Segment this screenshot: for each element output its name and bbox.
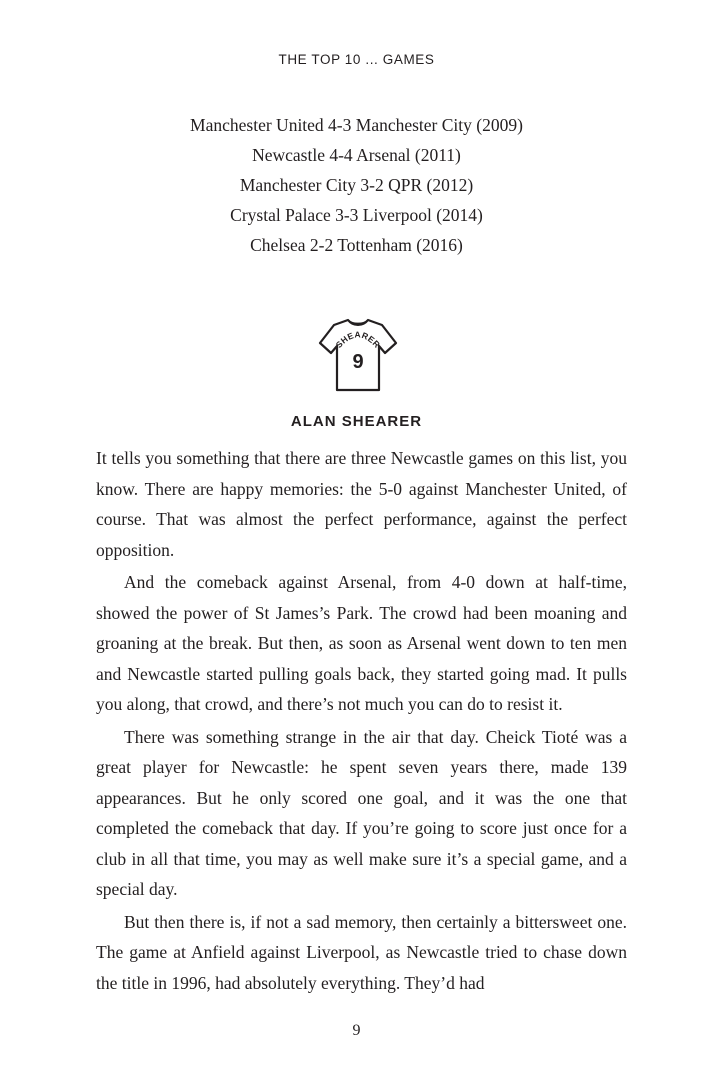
author-name: ALAN SHEARER — [290, 413, 423, 430]
shirt-name: SHEARER — [333, 329, 383, 350]
games-list-item: Crystal Palace 3-3 Liverpool (2014) — [230, 205, 483, 225]
paragraph: It tells you something that there are three Newcastle games on this list, you know. There are happy memories: the 5-0 against Manchester United, of course. That was almost the perfect performance, against the perfect opposition. — [96, 448, 627, 560]
games-list — [0, 110, 713, 260]
paragraph: And the comeback against Arsenal, from 4-0 down at half-time, showed the power of St James’s Park. The crowd had been moaning and groaning at the break. But then, as soon as Arsenal went down to ten men and Newcastle started pulling goals back, they started going mad. It pulls you along, that crowd, and there’s not much you can do to resist it. — [96, 572, 627, 714]
games-list-item: Manchester City 3-2 QPR (2012) — [239, 175, 474, 195]
games-list-item: Newcastle 4-4 Arsenal (2011) — [252, 145, 461, 165]
paragraph: But then there is, if not a sad memory, then certainly a bittersweet one. The game at Anfield against Liverpool, as Newcastle tried to chase down the title in 1996, had absolutely everything. They’d had — [96, 911, 627, 993]
football-shirt-icon — [316, 312, 400, 396]
shirt-number: 9 — [352, 351, 364, 373]
running-head: THE TOP 10 ... GAMES — [278, 52, 435, 67]
games-list-item: Chelsea 2-2 Tottenham (2016) — [250, 235, 463, 255]
page-number: 9 — [352, 1022, 361, 1039]
paragraph: There was something strange in the air that day. Cheick Tioté was a great player for Newcastle: he spent seven years there, made 139 appearances. But he only scored one goal, and it was the one that completed the comeback that day. If you’re going to score just once for a club in all that time, you may as well make sure it’s a special game, and a special day. — [96, 726, 627, 899]
games-list-item: Manchester United 4-3 Manchester City (2009) — [190, 115, 523, 135]
body-text — [96, 443, 627, 998]
